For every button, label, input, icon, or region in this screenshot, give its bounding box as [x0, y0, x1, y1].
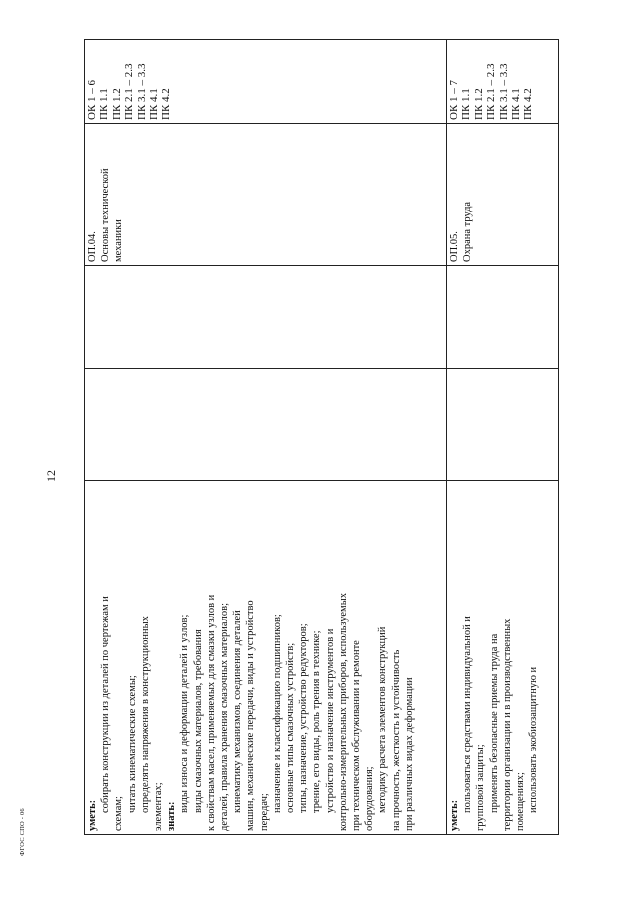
content-line: элементах; — [153, 782, 165, 831]
competency-code: ПК 1.2 — [472, 88, 485, 120]
section-heading: знать: — [166, 801, 178, 831]
subject-cell — [85, 124, 447, 266]
competency-code: ПК 4.1 — [510, 88, 523, 120]
content-line: типы, назначение, устройство редукторов; — [298, 623, 310, 813]
competency-code: ПК 4.1 — [148, 88, 161, 120]
content-line: собирать конструкции из деталей по чертежам и — [100, 596, 112, 813]
content-line: к свойствам масел, применяемых для смазки узлов и — [205, 594, 217, 831]
content-line: назначение и классификацию подшипников; — [271, 614, 283, 813]
content-line: устройство и назначение инструментов и — [324, 628, 336, 813]
subject-name: ОП.05. — [449, 231, 460, 262]
subject-name: Охрана труда — [462, 201, 474, 262]
page-number: 12 — [44, 470, 58, 482]
content-line: контрольно-измерительных приборов, используемых — [337, 592, 349, 831]
content-line: машин, механические передачи, виды и устройство — [245, 600, 257, 831]
content-line: использовать экобиозащитную и — [528, 666, 540, 813]
content-line: помещениях; — [515, 772, 527, 831]
hours-cell — [85, 369, 447, 481]
content-line: трение, его виды, роль трения в технике; — [311, 630, 323, 813]
competency-code: ПК 4.2 — [522, 88, 535, 120]
subject-name: механики — [113, 219, 125, 262]
content-line: на прочность, жесткость и устойчивость — [390, 649, 402, 831]
codes-cell — [85, 40, 447, 124]
section-heading: уметь: — [87, 799, 98, 831]
table-row-op05 — [447, 40, 559, 835]
content-line: при различных видах деформации — [403, 677, 415, 831]
competency-code: ПК 1.1 — [98, 88, 111, 120]
footer-label: ФГОС СПО - 06 — [19, 808, 26, 856]
hours-cell — [85, 266, 447, 369]
content-line: виды износа и деформации деталей и узлов; — [179, 614, 191, 813]
rotated-table-container — [84, 40, 558, 835]
content-line: виды смазочных материалов, требования — [192, 629, 204, 813]
content-line: методику расчета элементов конструкций — [377, 626, 389, 813]
table-row-op04 — [85, 40, 447, 835]
subject-name: Основы технической — [100, 168, 112, 262]
competency-code: ПК 2.1 – 2.3 — [123, 63, 136, 120]
content-line: применять безопасные приемы труда на — [488, 633, 500, 813]
competency-code: ПК 3.1 – 3.3 — [135, 63, 148, 120]
codes-cell — [447, 40, 559, 124]
content-line: групповой защиты; — [475, 744, 487, 831]
subject-name: ОП.04. — [87, 231, 98, 262]
content-line: схемам; — [113, 796, 125, 831]
content-line: пользоваться средствами индивидуальной и — [462, 616, 474, 813]
hours-cell — [447, 369, 559, 481]
content-cell — [447, 481, 559, 835]
content-line: передач; — [258, 793, 270, 831]
competency-code: ПК 2.1 – 2.3 — [485, 63, 498, 120]
competency-code: ПК 1.1 — [460, 88, 473, 120]
content-line: оборудования; — [364, 766, 376, 831]
section-heading: уметь: — [449, 799, 460, 831]
competency-code: ОК 1 – 6 — [86, 79, 98, 120]
competency-code: ПК 3.1 – 3.3 — [497, 63, 510, 120]
subject-cell — [447, 124, 559, 266]
competency-table — [84, 39, 559, 835]
content-line: деталей, правила хранения смазочных материалов; — [219, 603, 231, 831]
content-line: основные типы смазочных устройств; — [285, 642, 297, 813]
content-line: территории организации и в производственных — [501, 618, 513, 831]
competency-code: ПК 4.2 — [160, 88, 173, 120]
content-cell — [85, 481, 447, 835]
competency-code: ОК 1 – 7 — [448, 79, 460, 120]
content-line: кинематику механизмов, соединения деталей — [232, 610, 244, 813]
competency-code: ПК 1.2 — [110, 88, 123, 120]
content-line: читать кинематические схемы; — [126, 675, 138, 813]
content-line: при техническом обслуживании и ремонте — [351, 640, 363, 831]
content-line: определять напряжения в конструкционных — [139, 616, 151, 813]
hours-cell — [447, 266, 559, 369]
